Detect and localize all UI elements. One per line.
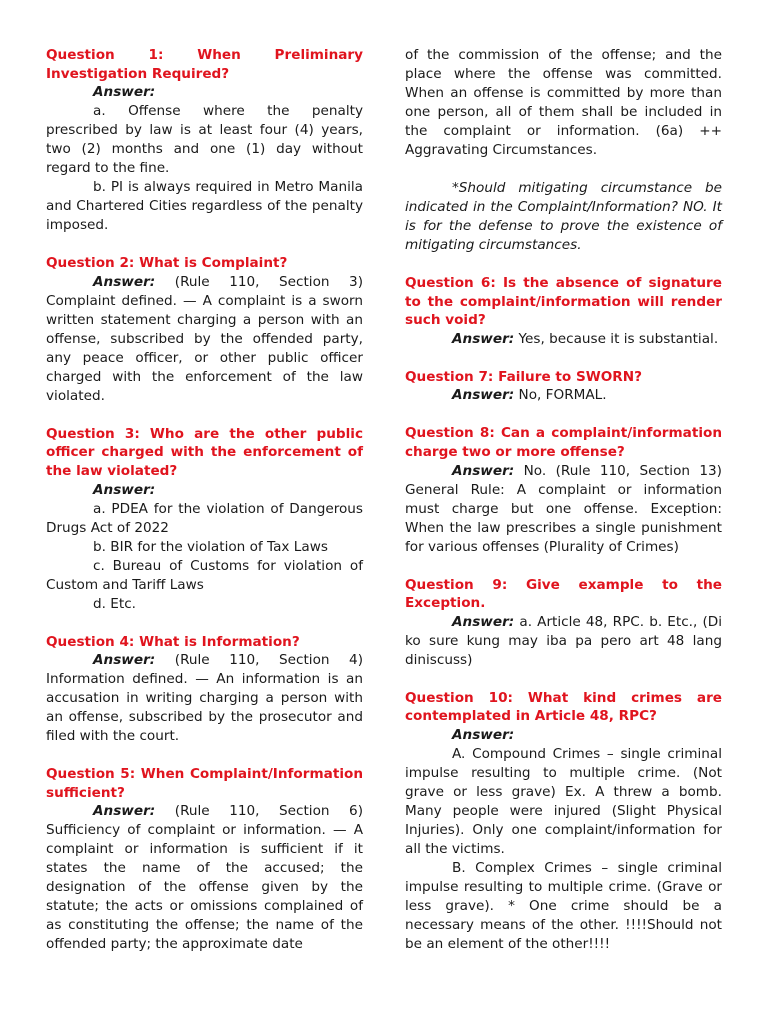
question-1: Question 1: When Preliminary Investigation Required? <box>46 47 363 82</box>
spacer <box>46 235 363 254</box>
mitigating-note: *Should mitigating circumstance be indicated in the Complaint/Information? NO. It is for the defense to prove the existence of mitigating circumstances. <box>405 180 722 253</box>
answer-label: Answer: <box>93 803 156 820</box>
answer-2 <box>46 273 363 406</box>
answer-9 <box>405 613 722 670</box>
answer-label-3 <box>46 481 363 500</box>
answer-label: Answer: <box>452 387 515 404</box>
answer-4 <box>46 651 363 746</box>
answer-3-d: d. Etc. <box>93 595 136 612</box>
spacer <box>405 160 722 179</box>
answer-3-c: c. Bureau of Customs for violation of Custom and Tariff Laws <box>46 557 363 593</box>
answer-9-text: a. Article 48, RPC. b. Etc., (Di ko sure kung may iba pa pero art 48 lang diniscuss) <box>405 613 723 668</box>
answer-label: Answer: <box>452 726 515 743</box>
question-4: Question 4: What is Information? <box>46 633 300 650</box>
spacer <box>405 405 722 424</box>
answer-label-10 <box>405 726 722 745</box>
spacer <box>46 614 363 633</box>
spacer <box>46 406 363 425</box>
question-9: Question 9: Give example to the Exception. <box>405 576 722 612</box>
answer-5 <box>46 802 363 954</box>
question-7: Question 7: Failure to SWORN? <box>405 368 643 385</box>
right-column <box>405 46 722 954</box>
left-column <box>46 46 363 954</box>
question-8: Question 8: Can a complaint/information charge two or more offense? <box>405 425 722 460</box>
spacer <box>46 746 363 765</box>
answer-8 <box>405 462 722 557</box>
answer-7 <box>405 386 722 405</box>
answer-6 <box>405 330 722 349</box>
answer-5-continued: of the commission of the offense; and the place where the offense was committed. When an offense is committed by more than one person, all of them shall be included in the complaint or information. (6a) ++ Aggravating Circumstances. <box>405 47 722 158</box>
spacer <box>405 670 722 689</box>
spacer <box>405 255 722 274</box>
question-10: Question 10: What kind crimes are contemplated in Article 48, RPC? <box>405 689 722 725</box>
answer-label: Answer: <box>452 613 515 630</box>
answer-2-text: (Rule 110, Section 3) Complaint defined. — A complaint is a sworn written statement charging a person with an offense, subscribed by the offended party, any peace officer, or other public officer charged with the enforcement of the law violated. <box>46 273 363 404</box>
answer-label-1 <box>46 83 363 102</box>
question-2: Question 2: What is Complaint? <box>46 255 288 272</box>
answer-10-a: A. Compound Crimes – single criminal impulse resulting to multiple crime. (Not grave or less grave) Ex. A threw a bomb. Many people were injured (Slight Physical Injuries). Only one complaint/information for all the victims. <box>405 745 722 857</box>
answer-7-text: No, FORMAL. <box>518 387 607 404</box>
question-6: Question 6: Is the absence of signature to the complaint/information will render such void? <box>405 275 722 329</box>
question-3: Question 3: Who are the other public officer charged with the enforcement of the law violated? <box>46 425 363 479</box>
spacer <box>405 557 722 576</box>
answer-label: Answer: <box>93 481 156 498</box>
answer-1-b: b. PI is always required in Metro Manila and Chartered Cities regardless of the penalty imposed. <box>46 179 363 234</box>
answer-3-b: b. BIR for the violation of Tax Laws <box>93 538 328 555</box>
answer-10-b: B. Complex Crimes – single criminal impulse resulting to multiple crime. (Grave or less grave). * One crime should be a necessary means of the other. !!!!Should not be an element of the other!!!! <box>405 859 722 952</box>
answer-6-text: Yes, because it is substantial. <box>518 330 719 347</box>
answer-4-text: (Rule 110, Section 4) Information defined. — An information is an accusation in writing charging a person with an offense, subscribed by the prosecutor and filed with the court. <box>46 652 363 745</box>
answer-label: Answer: <box>452 462 515 479</box>
answer-1-a: a. Offense where the penalty prescribed by law is at least four (4) years, two (2) months and one (1) day without regard to the fine. <box>46 103 363 177</box>
answer-label: Answer: <box>452 330 515 347</box>
answer-label: Answer: <box>93 273 156 290</box>
answer-label: Answer: <box>93 84 156 101</box>
answer-3-a: a. PDEA for the violation of Dangerous Drugs Act of 2022 <box>46 500 363 536</box>
question-5: Question 5: When Complaint/Information sufficient? <box>46 766 363 801</box>
answer-label: Answer: <box>93 652 156 669</box>
answer-8-text: No. (Rule 110, Section 13) General Rule: A complaint or information must charge but one offense. Exception: When the law prescribes a single punishment for various offenses (Plurality of Crimes) <box>405 462 722 555</box>
spacer <box>405 349 722 368</box>
answer-5-text: (Rule 110, Section 6) Sufficiency of complaint or information. — A complaint or information is sufficient if it states the name of the accused; the designation of the offense given by the statute; the acts or omissions complained of as constituting the offense; the name of the offended party; the approximate date <box>46 803 363 953</box>
